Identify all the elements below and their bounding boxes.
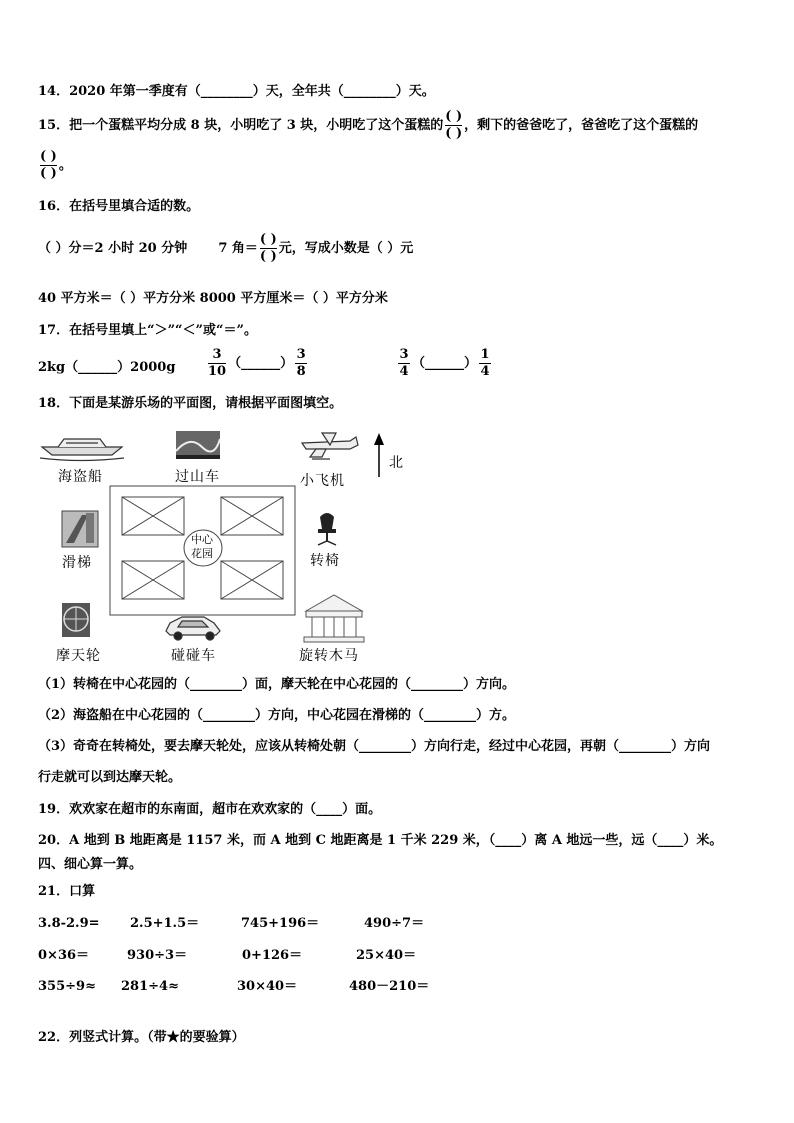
q18-title: 18．下面是某游乐场的平面图，请根据平面图填空。	[38, 396, 343, 411]
q21-r1-c1: 3.8-2.9=	[38, 916, 100, 931]
q21-r3-c1: 355÷9≈	[38, 979, 96, 994]
roller-coaster-icon	[176, 431, 220, 459]
q21-r1-c2: 2.5+1.5＝	[130, 916, 200, 931]
q21-r2-c3: 0+126＝	[242, 948, 303, 963]
q16-frac-den: ( )	[259, 249, 277, 264]
q15-suffix: ，剩下的爸爸吃了，爸爸吃了这个蛋糕的	[464, 118, 699, 133]
q17-frac-3-8: $\frac{3}{8}$	[296, 347, 306, 379]
label-bumper-car: 碰碰车	[171, 648, 216, 664]
q14-text: 14．2020 年第一季度有（________）天，全年共（________）天。	[38, 84, 435, 99]
q18-sub3-line1: （3）奇奇在转椅处，要去摩天轮处，应该从转椅处朝（________）方向行走，经过中心花园，再朝（________）方向	[38, 739, 711, 754]
label-roller-coaster: 过山车	[175, 469, 220, 485]
label-center-1: 中心	[191, 533, 213, 546]
bumper-car-icon	[166, 617, 220, 640]
q15-prefix: 15．把一个蛋糕平均分成 8 块，小明吃了 3 块，小明吃了这个蛋糕的	[38, 118, 444, 133]
q16-line1-b: 7 角＝	[218, 241, 258, 256]
q16-title: 16．在括号里填合适的数。	[38, 199, 200, 214]
q18-sub2: （2）海盗船在中心花园的（________）方向，中心花园在滑梯的（________）方。	[38, 708, 516, 723]
q19-text: 19．欢欢家在超市的东南面，超市在欢欢家的（____）面。	[38, 802, 382, 817]
label-swivel-chair: 转椅	[310, 553, 340, 569]
swivel-chair-icon	[318, 513, 336, 545]
q21-r1-c3: 745+196＝	[241, 916, 320, 931]
carousel-icon	[304, 595, 364, 642]
q20-text: 20．A 地到 B 地距离是 1157 米，而 A 地到 C 地距离是 1 千米 229 米，（____）离 A 地远一些，远（____）米。	[38, 833, 723, 848]
label-north: 北	[389, 455, 404, 471]
section4-title: 四、细心算一算。	[38, 857, 143, 872]
q17-blank-3[interactable]: （______）	[412, 356, 478, 371]
q21-title: 21．口算	[38, 884, 96, 899]
q18-sub3-line2: 行走就可以到达摩天轮。	[38, 770, 182, 785]
q21-r2-c4: 25×40＝	[356, 948, 417, 963]
pirate-ship-icon	[40, 439, 124, 461]
q15-frac1-num: ( )	[445, 109, 463, 124]
north-arrow-icon	[374, 433, 384, 477]
label-pirate-ship: 海盗船	[58, 469, 103, 485]
q21-r3-c3: 30×40＝	[237, 979, 298, 994]
q21-r1-c4: 490÷7＝	[364, 916, 425, 931]
slide-icon	[62, 511, 98, 547]
q21-r3-c2: 281÷4≈	[121, 979, 179, 994]
q15-line	[38, 110, 698, 141]
q15-fraction-2[interactable]	[40, 150, 57, 181]
q21-r2-c1: 0×36＝	[38, 948, 90, 963]
q21-r3-c4: 480－210＝	[349, 979, 430, 994]
q22-text: 22．列竖式计算。（带★的要验算）	[38, 1030, 245, 1045]
label-slide: 滑梯	[62, 555, 92, 571]
q16-fraction[interactable]	[260, 233, 277, 264]
q15-frac1-den: ( )	[445, 126, 463, 141]
ferris-wheel-icon	[62, 603, 90, 637]
q15-end: 。	[58, 158, 72, 173]
q17-item2	[206, 348, 309, 379]
q17-frac-1-4: $\frac{1}{4}$	[480, 347, 490, 379]
q17-item1: 2kg（______）2000g	[38, 360, 176, 375]
q16-frac-num: ( )	[259, 232, 277, 247]
q17-frac-3-10: $\frac{3}{10}$	[208, 347, 227, 379]
q15-frac2-num: ( )	[40, 149, 57, 164]
label-carousel: 旋转木马	[299, 648, 359, 664]
q16-line2: 40 平方米＝（ ）平方分米 8000 平方厘米＝（ ）平方分米	[38, 291, 388, 306]
q15-line2	[38, 150, 72, 181]
q16-line1-a: （ ）分＝2 小时 20 分钟	[38, 241, 188, 256]
q17-title: 17．在括号里填上“＞”“＜”或“＝”。	[38, 323, 257, 338]
q18-sub1: （1）转椅在中心花园的（________）面，摩天轮在中心花园的（________）方向。	[38, 677, 516, 692]
label-small-plane: 小飞机	[300, 473, 345, 489]
q17-blank-2[interactable]: （______）	[228, 356, 294, 371]
q16-line1	[38, 233, 413, 264]
q16-line1-c: 元，写成小数是（ ）元	[278, 241, 414, 256]
label-center-2: 花园	[191, 547, 213, 560]
q21-r2-c2: 930÷3＝	[127, 948, 188, 963]
q17-frac-3-4: $\frac{3}{4}$	[399, 347, 409, 379]
q17-item3	[396, 348, 493, 379]
q15-frac2-den: ( )	[40, 166, 57, 181]
label-ferris-wheel: 摩天轮	[56, 648, 101, 664]
q15-fraction-1[interactable]	[445, 110, 462, 141]
small-plane-icon	[302, 433, 358, 459]
